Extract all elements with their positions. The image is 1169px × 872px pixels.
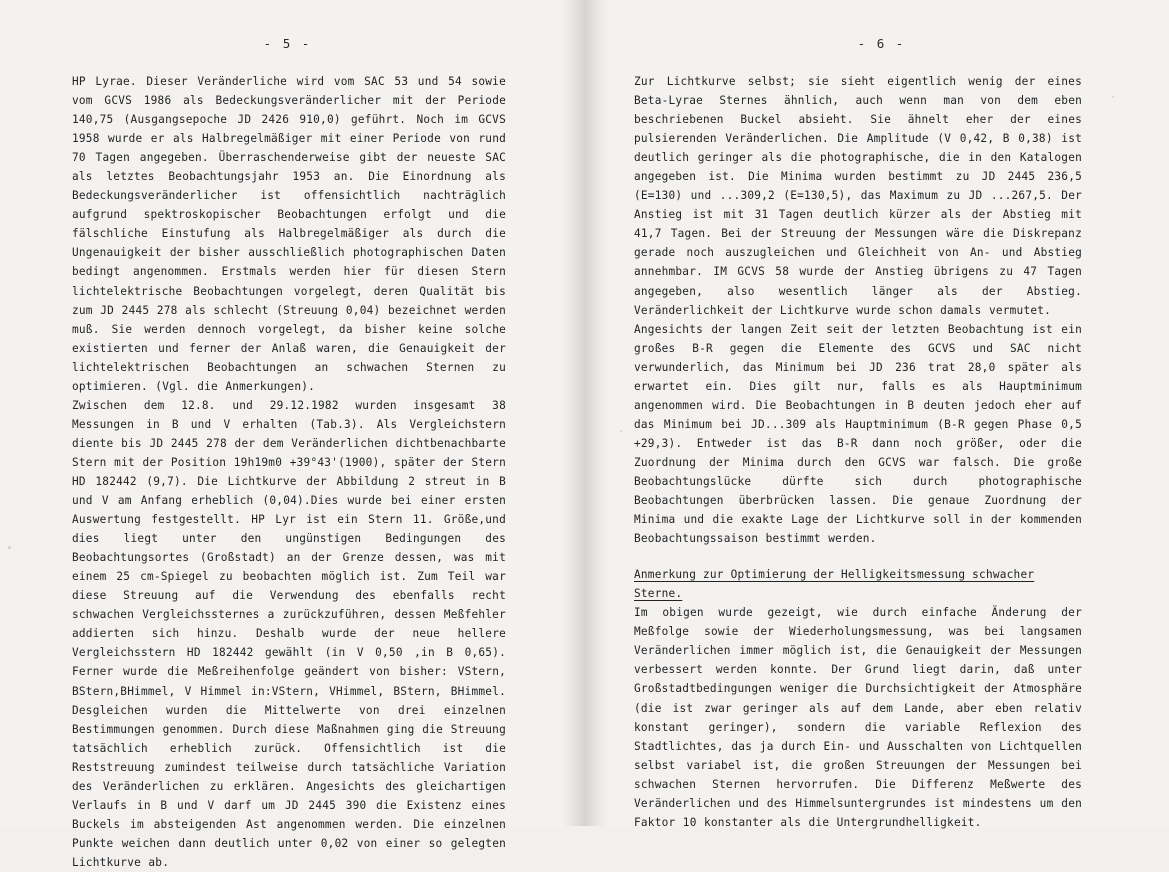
- paragraph-left-1: HP Lyrae. Dieser Veränderliche wird vom SAC 53 und 54 sowie vom GCVS 1986 als Bedeckungsveränderlicher mit der Periode 140,75 (Ausgangsepoche JD 2426 910,0) geführt. Noch im GCVS 1958 wurde er als Halbregelmäßiger mit einer Periode von rund 70 Tagen angegeben. Überraschenderweise gibt der neueste SAC als letztes Beobachtungsjahr 1953 an. Die Einordnung als Bedeckungsveränderlicher ist offensichtlich nachträglich aufgrund spektroskopischer Beobachtungen erfolgt und die fälschliche Einstufung als Halbregelmäßiger als durch die Ungenauigkeit der bisher ausschließlich photographischen Daten bedingt angenommen. Erstmals werden hier für diesen Stern lichtelektrische Beobachtungen vorgelegt, deren Qualität bis zum JD 2445 278 als schlecht (Streuung 0,04) bezeichnet werden muß. Sie werden dennoch vorgelegt, da bisher keine solche existierten und ferner der Anlaß waren, die Genauigkeit der lichtelektrischen Beobachtungen an schwachen Sternen zu optimieren. (Vgl. die Anmerkungen).: [72, 75, 506, 393]
- scan-speck: [1112, 96, 1114, 98]
- scan-speck: [8, 546, 11, 549]
- left-page-text-column: [72, 72, 506, 872]
- right-page: [594, 0, 1169, 73]
- paragraph-left-2: Zwischen dem 12.8. und 29.12.1982 wurden insgesamt 38 Messungen in B und V erhalten (Tab.3). Als Vergleichstern diente bis JD 2445 278 der dem Veränderlichen dichtbenachbarte Stern mit der Position 19h19m0 +39°43'(1900), später der Stern HD 182442 (9,7). Die Lichtkurve der Abbildung 2 streut in B und V am Anfang erheblich (0,04).Dies wurde bei einer ersten Auswertung festgestellt. HP Lyr ist ein Stern 11. Größe,und dies liegt unter den ungünstigen Bedingungen des Beobachtungsortes (Großstadt) an der Grenze dessen, was mit einem 25 cm-Spiegel zu beobachten möglich ist. Zum Teil war diese Streuung auf die Verwendung des ebenfalls recht schwachen Vergleichssternes a zurückzuführen, dessen Meßfehler addierten sich hinzu. Deshalb wurde der neue hellere Vergleichsstern HD 182442 gewählt (in V 0,50 ,in B 0,65). Ferner wurde die Meßreihenfolge geändert von bisher: VStern, BStern,BHimmel, V Himmel in:VStern, VHimmel, BStern, BHimmel. Desgleichen wurden die Mittelwerte von drei einzelnen Bestimmungen genommen. Durch diese Maßnahmen ging die Streuung tatsächlich erheblich zurück. Offensichtlich ist die Reststreuung zumindest teilweise durch tatsächliche Variation des Veränderlichen zu erklären. Angesichts des gleichartigen Verlaufs in B und V darf um JD 2445 390 die Existenz eines Buckels im absteigenden Ast angenommen werden. Die einzelnen Punkte weichen dann deutlich unter 0,02 von einer so gelegten Lichtkurve ab.: [72, 398, 506, 869]
- paragraph-right-3: Im obigen wurde gezeigt, wie durch einfache Änderung der Meßfolge sowie der Wiederholungsmessung, was bei langsamen Veränderlichen immer möglich ist, die Genauigkeit der Messungen verbessert werden konnte. Der Grund liegt darin, daß unter Großstadtbedingungen weniger die Durchsichtigkeit der Atmosphäre (die ist zwar geringer als auf dem Lande, aber eben relativ konstant geringer), sondern die variable Reflexion des Stadtlichtes, das ja durch Ein- und Ausschalten von Lichtquellen selbst variabel ist, die großen Streuungen der Messungen bei schwachen Sternen hervorrufen. Die Differenz Meßwerte des Veränderlichen und des Himmelsuntergrundes ist mindestens um den Faktor 10 konstanter als die Untergrundhelligkeit.: [634, 606, 1082, 829]
- section-heading-anmerkung: Anmerkung zur Optimierung der Helligkeitsmessung schwacher Sterne.: [634, 568, 1035, 601]
- paragraph-right-2: Angesichts der langen Zeit seit der letzten Beobachtung ist ein großes B-R gegen die Elemente des GCVS und SAC nicht verwunderlich, das Minimum bei JD 236 trat 28,0 später als erwartet ein. Dies gilt nur, falls es als Hauptminimum angenommen wird. Die Beobachtungen in B deuten jedoch eher auf das Minimum bei JD...309 als Hauptminimum (B-R gegen Phase 0,5 +29,3). Entweder ist das B-R dann noch größer, oder die Zuordnung der Minima durch den GCVS war falsch. Die große Beobachtungslücke dürfte sich durch photographische Beobachtungen überbrücken lassen. Die genaue Zuordnung der Minima und die exakte Lage der Lichtkurve soll in der kommenden Beobachtungssaison bestimmt werden.: [634, 322, 1082, 546]
- right-page-text-column: [634, 72, 1082, 832]
- scan-speck: [620, 430, 622, 432]
- paragraph-right-1: Zur Lichtkurve selbst; sie sieht eigentlich wenig der eines Beta-Lyrae Sternes ähnlich, auch wenn man von dem eben beschriebenen Buckel absieht. Sie ähnelt eher der eines pulsierenden Veränderlichen. Die Amplitude (V 0,42, B 0,38) ist deutlich geringer als die photographische, die in den Katalogen angegeben ist. Die Minima wurden bestimmt zu JD 2445 236,5 (E=130) und ...309,2 (E=130,5), das Maximum zu JD ...267,5. Der Anstieg ist mit 31 Tagen deutlich kürzer als der Abstieg mit 41,7 Tagen. Bei der Streuung der Messungen wäre die Diskrepanz gerade noch auszugleichen und Gleichheit von An- und Abstieg annehmbar. IM GCVS 58 wurde der Anstieg übrigens zu 47 Tagen angegeben, also wesentlich länger als der Abstieg. Veränderlichkeit der Lichtkurve wurde schon damals vermutet.: [634, 75, 1082, 317]
- page-number-left: - 5 -: [263, 36, 312, 51]
- left-page: [0, 0, 575, 73]
- page-number-right: - 6 -: [857, 36, 906, 51]
